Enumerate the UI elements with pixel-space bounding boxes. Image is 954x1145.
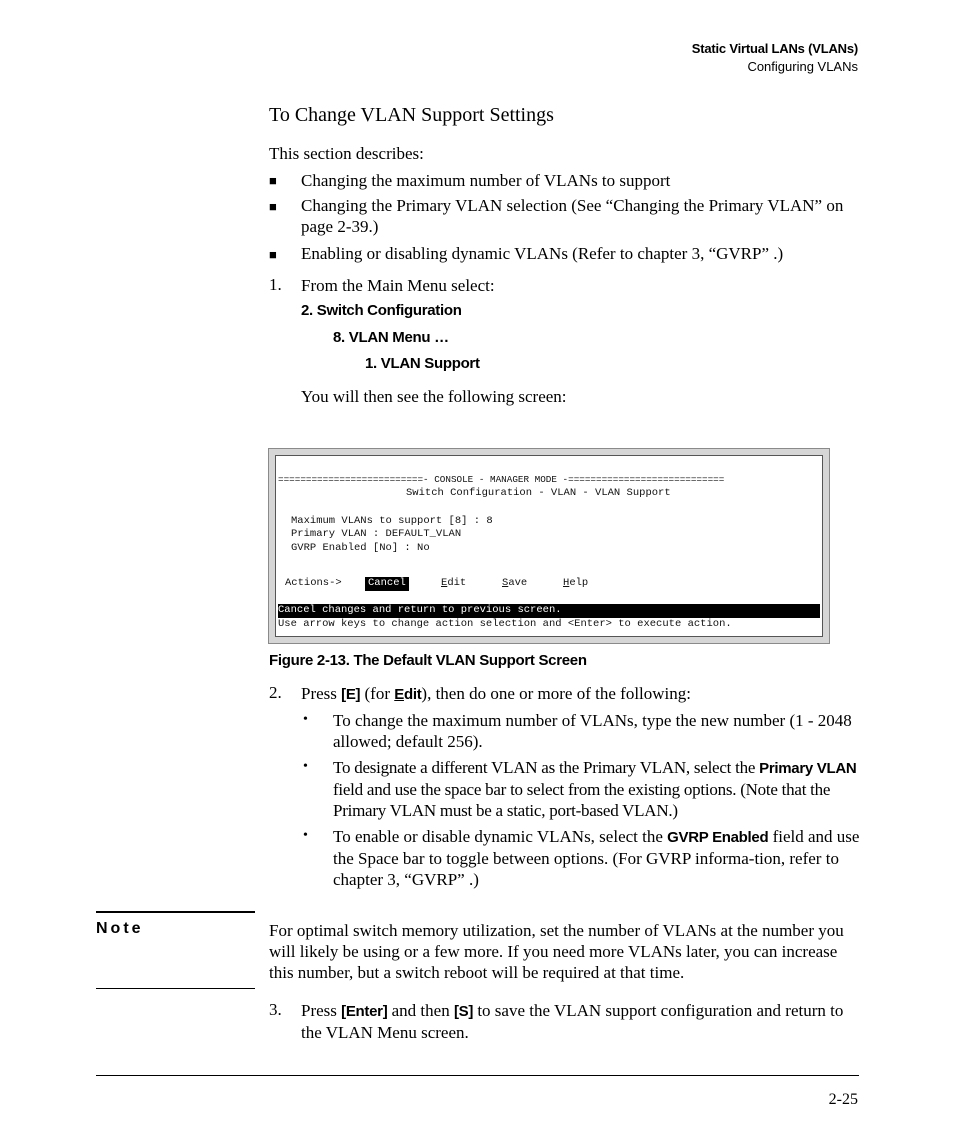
running-header-chapter: Static Virtual LANs (VLANs) [691,41,858,56]
text-run: To designate a different VLAN as the Primary VLAN, select the [333,758,760,777]
help-hotkey: H [563,577,570,589]
help-label: elp [569,577,589,589]
bullet-dot: • [303,828,308,843]
edit-hotkey: E [394,686,404,703]
cancel-action[interactable]: Cancel [365,577,409,591]
edit-hotkey: E [441,577,448,589]
sub-item [333,757,863,821]
status-line: Cancel changes and return to previous screen. [278,604,820,618]
key-s: [S] [453,1003,474,1020]
note-top-rule [96,911,255,913]
bullet-marker: ■ [269,199,277,214]
save-action[interactable] [502,577,527,591]
console-subtitle: Switch Configuration - VLAN - VLAN Support [406,487,671,499]
step-number: 3. [269,1000,282,1019]
running-header-section: Configuring VLANs [747,59,858,74]
field-primary-vlan: Primary VLAN : DEFAULT_VLAN [291,528,462,540]
sub-item [333,710,863,752]
text-run: To enable or disable dynamic VLANs, select the [333,827,668,846]
list-item: Changing the Primary VLAN selection (See “Changing the Primary VLAN” on page 2-39.) [301,196,844,236]
footer-rule [96,1075,859,1076]
menu-path-item: 1. VLAN Support [365,355,480,372]
text-run: to save the VLAN support configuration and return to the VLAN Menu screen. [301,1001,844,1042]
text-run: and then [387,1001,454,1020]
save-label: ave [508,577,528,589]
step-text [301,1000,861,1043]
menu-path-item: 2. Switch Configuration [301,302,462,319]
help-action[interactable] [563,577,588,591]
step-followup-text: You will then see the following screen: [301,387,567,406]
bullet-dot: • [303,759,308,774]
text-run: (for [360,684,395,703]
list-item: Changing the maximum number of VLANs to support [301,171,671,190]
console-screenshot [268,448,830,644]
text-run: Press [301,684,342,703]
key-enter: [Enter] [341,1003,388,1020]
field-max-vlans: Maximum VLANs to support [8] : 8 [291,515,493,527]
key-e: [E] [341,686,361,703]
intro-text: This section describes: [269,144,424,163]
note-label: Note [96,920,144,937]
text-run: Press [301,1001,342,1020]
step-number: 2. [269,683,282,702]
hint-line: Use arrow keys to change action selection and <Enter> to execute action. [278,618,732,630]
list-item: Enabling or disabling dynamic VLANs (Refer to chapter 3, “GVRP” .) [301,244,784,263]
bullet-marker: ■ [269,173,277,188]
note-bottom-rule [96,988,255,989]
edit-action[interactable] [441,577,466,591]
section-title: To Change VLAN Support Settings [269,104,554,126]
step-text: From the Main Menu select: [301,276,495,295]
text-run: field and use the space bar to select from the existing options. (Note that the Primary VLAN must be a static, port-based VLAN.) [333,780,831,820]
edit-word: dit [403,686,422,703]
actions-label: Actions-> [285,577,342,589]
step-number: 1. [269,275,282,294]
bullet-dot: • [303,712,308,727]
page-number: 2-25 [828,1091,858,1108]
text-run: To change the maximum number of VLANs, type the new number (1 - 2048 allowed; default 256). [333,711,852,751]
step-text [301,683,861,705]
field-name: Primary VLAN [759,760,857,777]
field-name: GVRP Enabled [667,829,769,846]
menu-path-item: 8. VLAN Menu … [333,329,449,346]
save-hotkey: S [502,577,509,589]
figure-caption: Figure 2-13. The Default VLAN Support Screen [269,652,587,669]
edit-label: dit [447,577,467,589]
note-text: For optimal switch memory utilization, set the number of VLANs at the number you will likely be using or a few more. If you need more VLANs later, you can increase this number, but a switch reboot will be required at that time. [269,921,844,982]
bullet-marker: ■ [269,247,277,262]
text-run: field and use the Space bar to toggle between options. (For GVRP informa-tion, refer to chapter 3, “GVRP” .) [333,827,860,889]
field-gvrp-enabled: GVRP Enabled [No] : No [291,542,430,554]
console-terminal [275,455,823,637]
sub-item [333,826,863,890]
console-title-line: ==========================- CONSOLE - MANAGER MODE -============================ [278,474,725,485]
text-run: ), then do one or more of the following: [421,684,691,703]
